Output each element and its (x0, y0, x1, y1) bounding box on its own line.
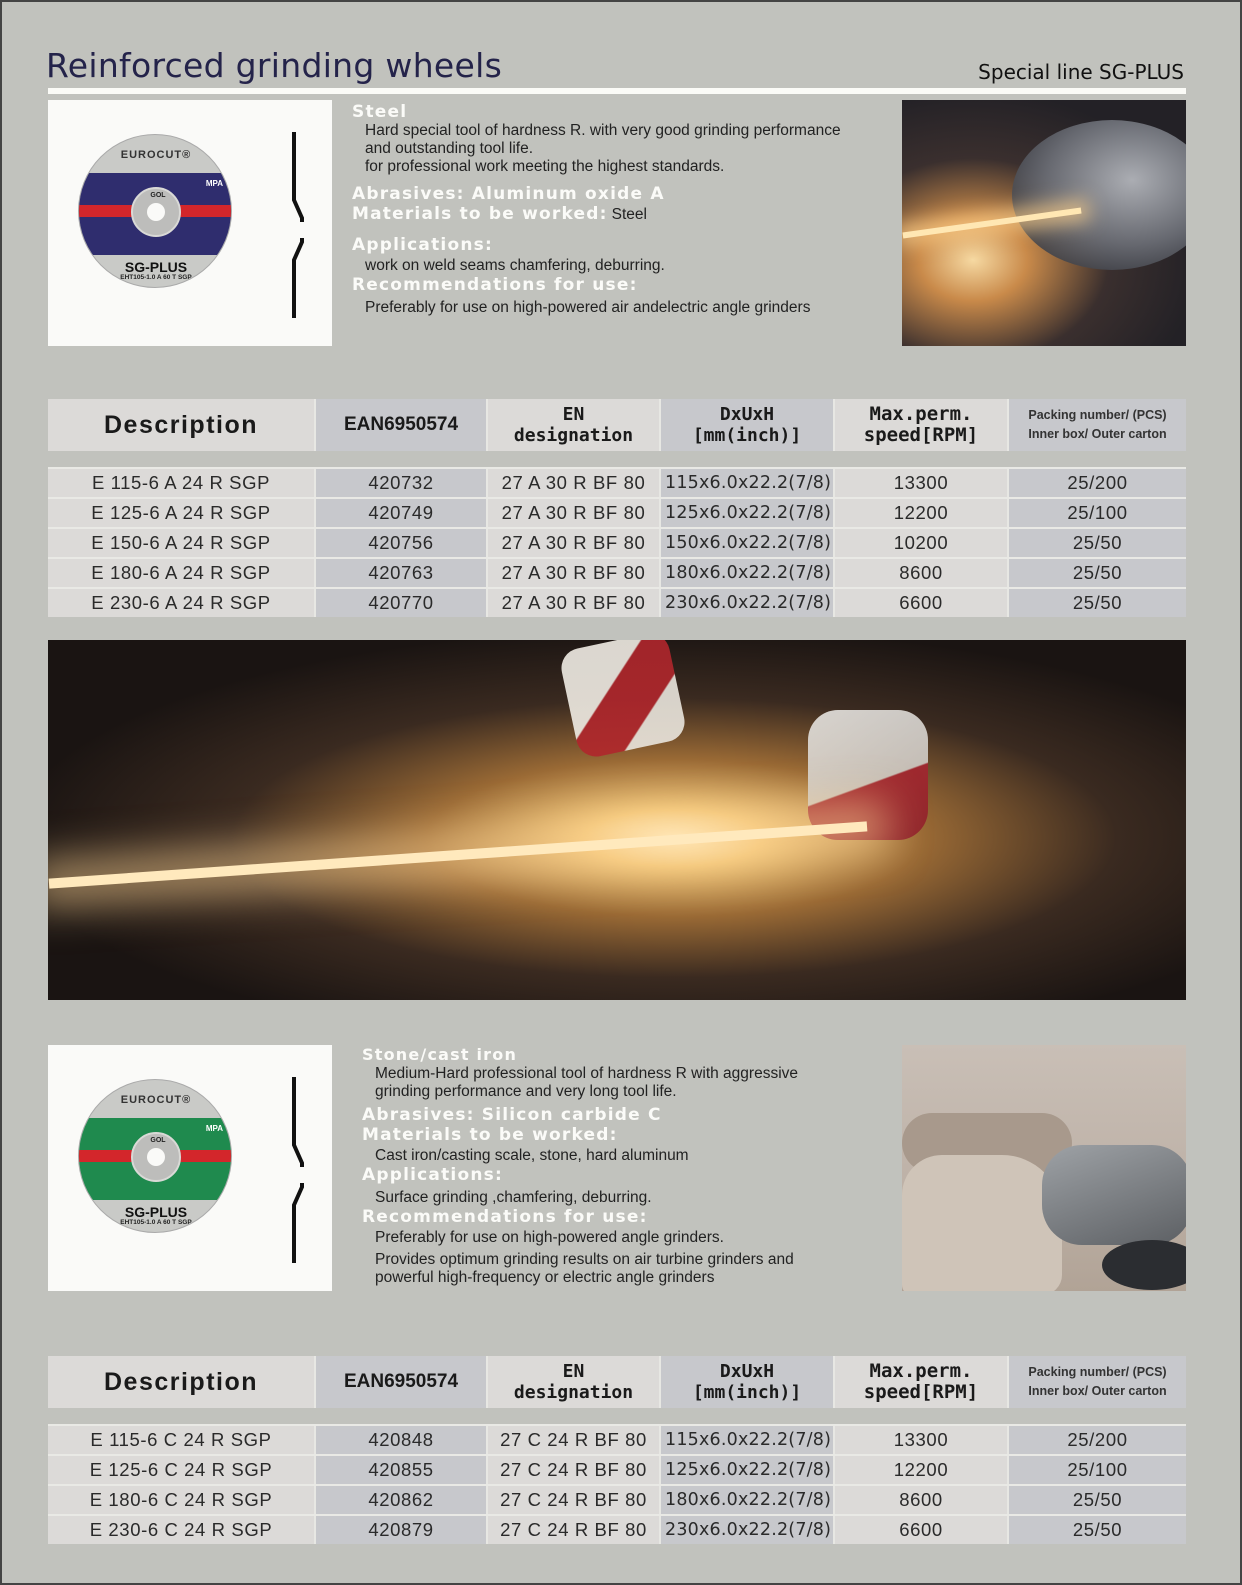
col-header-speed: Max.perm. speed[RPM] (835, 399, 1009, 451)
table-header (48, 1356, 1186, 1408)
table-header (48, 399, 1186, 451)
disc-hub (131, 1132, 181, 1182)
cell-packing: 25/50 (1009, 1486, 1186, 1514)
abrasives-label: Abrasives: Aluminum oxide A (352, 184, 665, 204)
cell-ean: 420732 (316, 469, 488, 497)
disc-hole (147, 1148, 165, 1166)
col-header-dim: DxUxH [mm(inch)] (661, 399, 835, 451)
grinder-disc (1102, 1240, 1186, 1290)
col-header-ean: EAN6950574 (316, 1356, 488, 1408)
description-line: Hard special tool of hardness R. with very good grinding performance (365, 122, 841, 139)
material-title: Steel (352, 102, 408, 122)
cell-speed: 8600 (835, 1486, 1009, 1514)
cell-en: 27 A 30 R BF 80 (488, 589, 661, 617)
cell-speed: 13300 (835, 469, 1009, 497)
disc-hole (147, 203, 165, 221)
glove-lower (902, 1155, 1062, 1291)
cell-dim: 180x6.0x22.2(7/8) (661, 559, 835, 587)
table-row (48, 467, 1186, 497)
table-row (48, 1514, 1186, 1544)
cell-packing: 25/100 (1009, 1456, 1186, 1484)
cell-speed: 12200 (835, 499, 1009, 527)
cell-speed: 6600 (835, 589, 1009, 617)
cell-ean: 420770 (316, 589, 488, 617)
col-header-en: EN designation (488, 399, 661, 451)
page-subtitle: Special line SG-PLUS (978, 60, 1184, 84)
cell-dim: 180x6.0x22.2(7/8) (661, 1486, 835, 1514)
col-header-description: Description (48, 399, 316, 451)
cell-packing: 25/50 (1009, 589, 1186, 617)
recommendations-value: Preferably for use on high-powered air andelectric angle grinders (365, 299, 811, 316)
grinder-disc-shape (1012, 120, 1186, 270)
product-image-steel (48, 100, 332, 346)
grinder-body (1042, 1145, 1186, 1245)
photo-banner-sparks (48, 640, 1186, 1000)
cell-packing: 25/100 (1009, 499, 1186, 527)
description-line: and outstanding tool life. (365, 140, 534, 157)
col-header-dim: DxUxH [mm(inch)] (661, 1356, 835, 1408)
cell-en: 27 C 24 R BF 80 (488, 1426, 661, 1454)
cell-packing: 25/50 (1009, 529, 1186, 557)
table-row (48, 1484, 1186, 1514)
abrasives-label: Abrasives: Silicon carbide C (362, 1105, 662, 1125)
cell-dim: 230x6.0x22.2(7/8) (661, 1516, 835, 1544)
cell-description: E 180-6 C 24 R SGP (48, 1486, 316, 1514)
cell-ean: 420763 (316, 559, 488, 587)
cell-en: 27 A 30 R BF 80 (488, 529, 661, 557)
cell-description: E 230-6 C 24 R SGP (48, 1516, 316, 1544)
col-header-en: EN designation (488, 1356, 661, 1408)
material-title: Stone/cast iron (362, 1045, 518, 1064)
table-row (48, 557, 1186, 587)
glove-left (558, 640, 688, 760)
disc-name: SG-PLUS (124, 259, 188, 275)
cell-en: 27 A 30 R BF 80 (488, 499, 661, 527)
cell-ean: 420855 (316, 1456, 488, 1484)
description-line: grinding performance and very long tool life. (375, 1083, 677, 1100)
materials-value: Cast iron/casting scale, stone, hard aluminum (375, 1147, 689, 1164)
cell-dim: 150x6.0x22.2(7/8) (661, 529, 835, 557)
hub-label: GOL (150, 1137, 166, 1144)
description-line: Medium-Hard professional tool of hardness R with aggressive (375, 1065, 799, 1082)
cell-speed: 10200 (835, 529, 1009, 557)
title-divider (48, 88, 1186, 94)
disc-icon (78, 134, 232, 288)
product-image-stone (48, 1045, 332, 1291)
spec-block-steel (352, 102, 897, 317)
materials-label: Materials to be worked: (362, 1125, 618, 1145)
cell-en: 27 C 24 R BF 80 (488, 1456, 661, 1484)
col-header-speed: Max.perm. speed[RPM] (835, 1356, 1009, 1408)
cell-dim: 125x6.0x22.2(7/8) (661, 499, 835, 527)
cell-dim: 125x6.0x22.2(7/8) (661, 1456, 835, 1484)
spark-stream (49, 821, 868, 888)
hub-label: GOL (150, 192, 166, 199)
photo-gloved-grinder (902, 1045, 1186, 1291)
spec-block-stone (362, 1045, 907, 1287)
cell-speed: 12200 (835, 1456, 1009, 1484)
cell-ean: 420756 (316, 529, 488, 557)
col-header-description: Description (48, 1356, 316, 1408)
table-row (48, 1454, 1186, 1484)
cell-packing: 25/200 (1009, 1426, 1186, 1454)
cell-description: E 125-6 A 24 R SGP (48, 499, 316, 527)
recommendations-value: powerful high-frequency or electric angle grinders (375, 1269, 715, 1286)
disc-icon (78, 1079, 232, 1233)
cell-en: 27 C 24 R BF 80 (488, 1486, 661, 1514)
cell-dim: 230x6.0x22.2(7/8) (661, 589, 835, 617)
cell-description: E 230-6 A 24 R SGP (48, 589, 316, 617)
disc-brand: EUROCUT® (120, 149, 192, 161)
cell-packing: 25/200 (1009, 469, 1186, 497)
table-row (48, 587, 1186, 617)
wheel-profile-icon (288, 130, 308, 320)
cell-description: E 115-6 A 24 R SGP (48, 469, 316, 497)
col-header-ean: EAN6950574 (316, 399, 488, 451)
cell-dim: 115x6.0x22.2(7/8) (661, 1426, 835, 1454)
cell-ean: 420749 (316, 499, 488, 527)
cell-description: E 150-6 A 24 R SGP (48, 529, 316, 557)
glove-right (808, 710, 928, 840)
cell-speed: 6600 (835, 1516, 1009, 1544)
applications-value: work on weld seams chamfering, deburring. (365, 257, 665, 274)
applications-value: Surface grinding ,chamfering, deburring. (375, 1189, 652, 1206)
wheel-profile-icon (288, 1075, 308, 1265)
recommendations-label: Recommendations for use: (352, 275, 638, 295)
cell-packing: 25/50 (1009, 559, 1186, 587)
recommendations-value: Provides optimum grinding results on air turbine grinders and (375, 1251, 794, 1268)
materials-row (352, 204, 897, 225)
cell-en: 27 A 30 R BF 80 (488, 559, 661, 587)
page-title: Reinforced grinding wheels (46, 46, 503, 85)
photo-grinder-sparks (902, 100, 1186, 346)
cell-speed: 13300 (835, 1426, 1009, 1454)
cell-en: 27 C 24 R BF 80 (488, 1516, 661, 1544)
table-row (48, 497, 1186, 527)
disc-code: EHT105-1.0 A 60 T SGP (120, 274, 192, 281)
spec-table-stone (48, 1356, 1186, 1544)
cell-description: E 125-6 C 24 R SGP (48, 1456, 316, 1484)
table-row (48, 527, 1186, 557)
col-header-packing: Packing number/ (PCS) Inner box/ Outer carton (1009, 399, 1186, 451)
description-line: for professional work meeting the highest standards. (365, 158, 725, 175)
cell-ean: 420879 (316, 1516, 488, 1544)
cell-dim: 115x6.0x22.2(7/8) (661, 469, 835, 497)
disc-hub (131, 187, 181, 237)
recommendations-label: Recommendations for use: (362, 1207, 648, 1227)
mpa-logo: MPA (205, 179, 223, 188)
applications-label: Applications: (352, 235, 493, 255)
cell-packing: 25/50 (1009, 1516, 1186, 1544)
cell-ean: 420862 (316, 1486, 488, 1514)
table-row (48, 1424, 1186, 1454)
materials-label: Materials to be worked: (352, 204, 608, 224)
disc-brand: EUROCUT® (120, 1094, 192, 1106)
cell-ean: 420848 (316, 1426, 488, 1454)
applications-label: Applications: (362, 1165, 503, 1185)
disc-name: SG-PLUS (124, 1204, 188, 1220)
cell-en: 27 A 30 R BF 80 (488, 469, 661, 497)
spec-table-steel (48, 399, 1186, 617)
recommendations-value: Preferably for use on high-powered angle grinders. (375, 1229, 724, 1246)
cell-description: E 115-6 C 24 R SGP (48, 1426, 316, 1454)
disc-code: EHT105-1.0 A 60 T SGP (120, 1219, 192, 1226)
cell-speed: 8600 (835, 559, 1009, 587)
cell-description: E 180-6 A 24 R SGP (48, 559, 316, 587)
materials-value: Steel (611, 206, 647, 223)
mpa-logo: MPA (205, 1124, 223, 1133)
col-header-packing: Packing number/ (PCS) Inner box/ Outer carton (1009, 1356, 1186, 1408)
